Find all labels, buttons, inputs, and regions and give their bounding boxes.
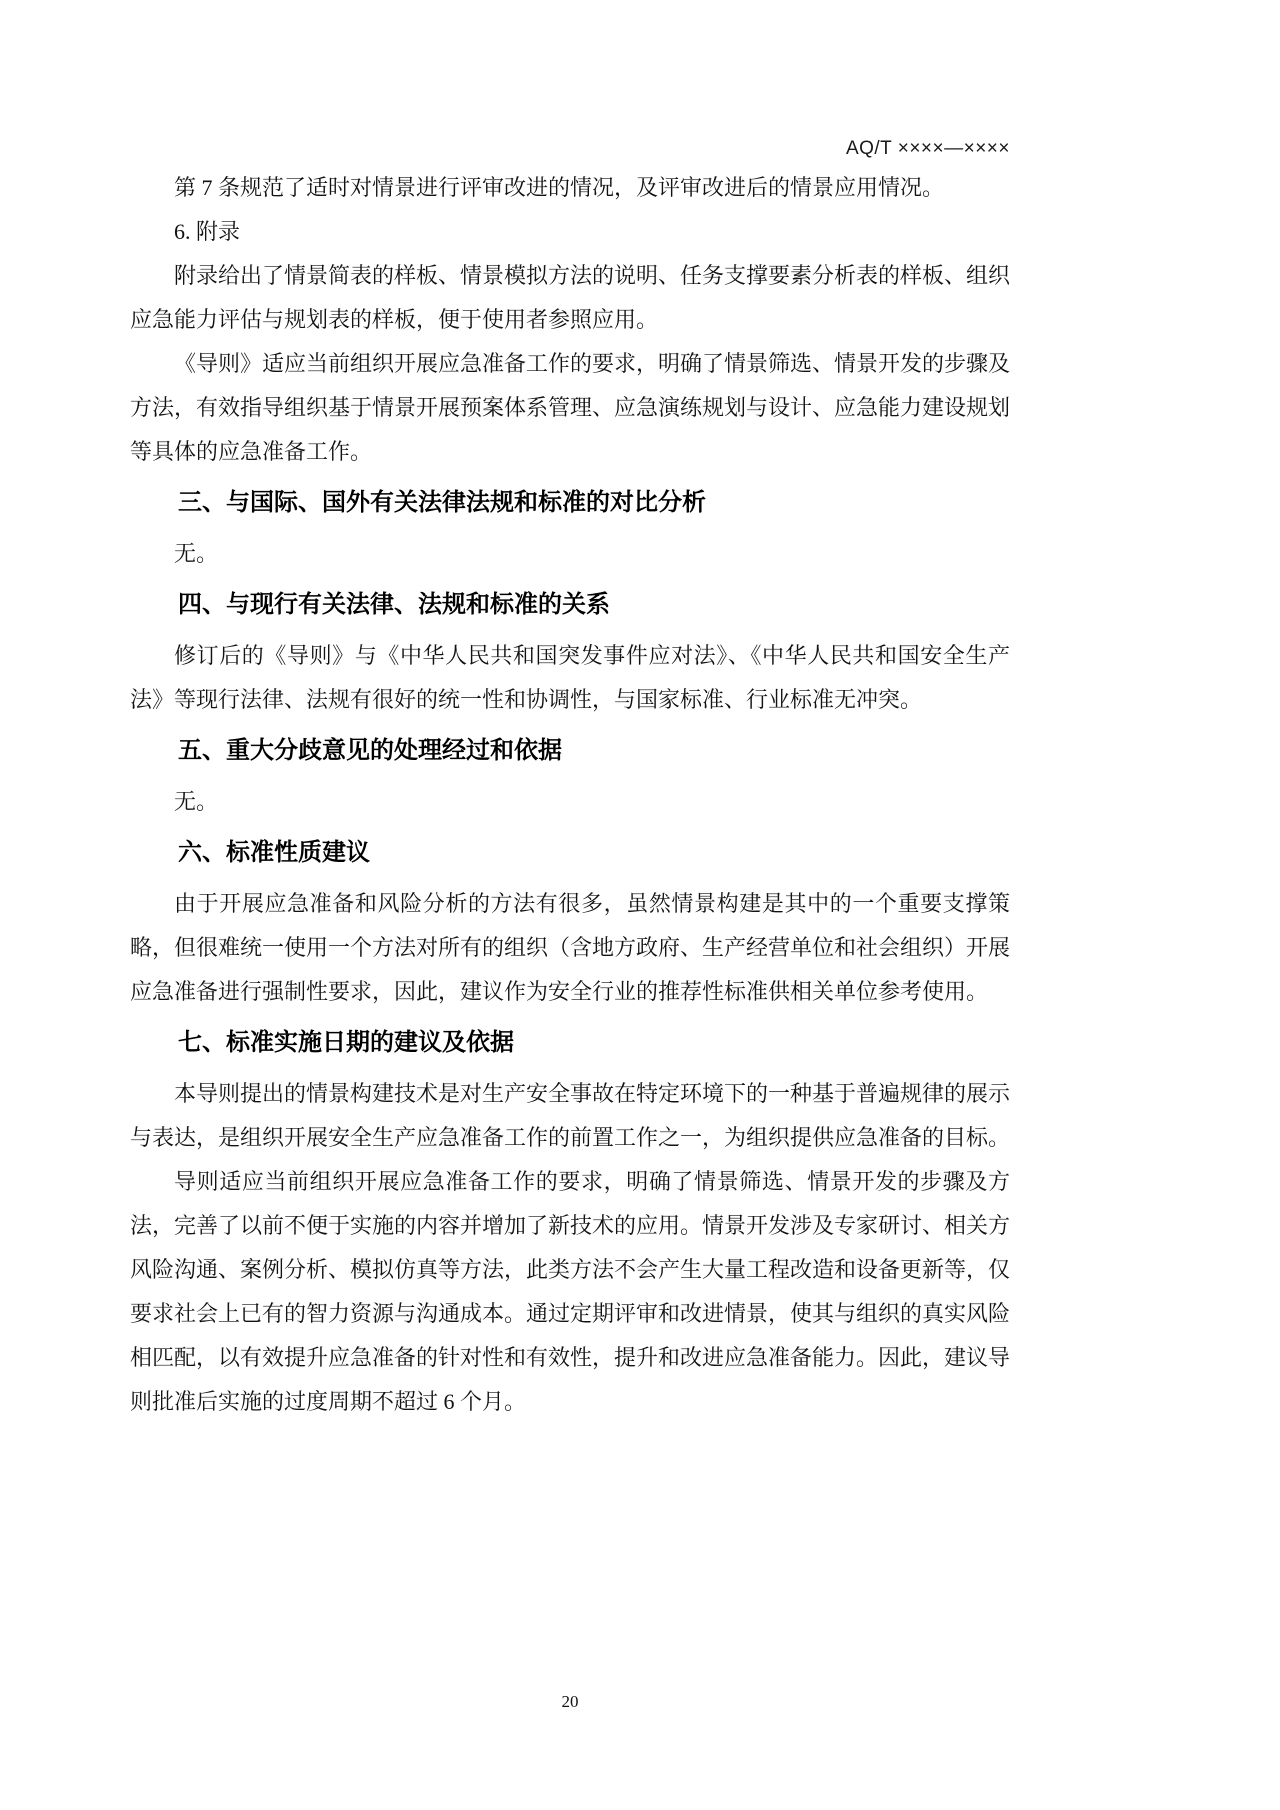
section-heading-five: 五、重大分歧意见的处理经过和依据 — [178, 737, 562, 764]
paragraph-none-1: 无。 — [174, 541, 219, 566]
paragraph-standard-nature: 由于开展应急准备和风险分析的方法有很多，虽然情景构建是其中的一个重要支撑策略，但很难统一使用一个方法对所有的组织（含地方政府、生产经营单位和社会组织）开展应急准备进行强制性要求，因此，建议作为安全行业的推荐性标准供相关单位参考使用。 — [130, 891, 1011, 1004]
section-heading-four: 四、与现行有关法律、法规和标准的关系 — [178, 591, 610, 618]
section-heading-three: 三、与国际、国外有关法律法规和标准的对比分析 — [178, 489, 706, 516]
paragraph-scenario-technique: 本导则提出的情景构建技术是对生产安全事故在特定环境下的一种基于普遍规律的展示与表达，是组织开展安全生产应急准备工作的前置工作之一，为组织提供应急准备的目标。 — [130, 1081, 1011, 1150]
paragraph-none-2: 无。 — [174, 789, 219, 814]
paragraph-implementation-period: 导则适应当前组织开展应急准备工作的要求，明确了情景筛选、情景开发的步骤及方法，完善了以前不便于实施的内容并增加了新技术的应用。情景开发涉及专家研讨、相关方风险沟通、案例分析、模拟仿真等方法，此类方法不会产生大量工程改造和设备更新等，仅要求社会上已有的智力资源与沟通成本。通过定期评审和改进情景，使其与组织的真实风险相匹配，以有效提升应急准备的针对性和有效性，提升和改进应急准备能力。因此，建议导则批准后实施的过度周期不超过 6 个月。 — [130, 1169, 1011, 1414]
paragraph-guideline-adaptation: 《导则》适应当前组织开展应急准备工作的要求，明确了情景筛选、情景开发的步骤及方法，有效指导组织基于情景开展预案体系管理、应急演练规划与设计、应急能力建设规划等具体的应急准备工作。 — [130, 351, 1011, 464]
section-heading-six: 六、标准性质建议 — [178, 839, 370, 866]
paragraph-clause7-review: 第 7 条规范了适时对情景进行评审改进的情况，及评审改进后的情景应用情况。 — [174, 175, 945, 200]
paragraph-item6-appendix: 6. 附录 — [174, 219, 241, 244]
paragraph-law-relationship: 修订后的《导则》与《中华人民共和国突发事件应对法》、《中华人民共和国安全生产法》等现行法律、法规有很好的统一性和协调性，与国家标准、行业标准无冲突。 — [130, 643, 1010, 712]
document-body — [130, 166, 1010, 1424]
page-number: 20 — [561, 1692, 579, 1711]
page-header-standard-number: AQ/T ××××—×××× — [845, 138, 1010, 159]
paragraph-appendix-templates: 附录给出了情景简表的样板、情景模拟方法的说明、任务支撑要素分析表的样板、组织应急能力评估与规划表的样板，便于使用者参照应用。 — [130, 263, 1011, 332]
section-heading-seven: 七、标准实施日期的建议及依据 — [178, 1029, 514, 1056]
